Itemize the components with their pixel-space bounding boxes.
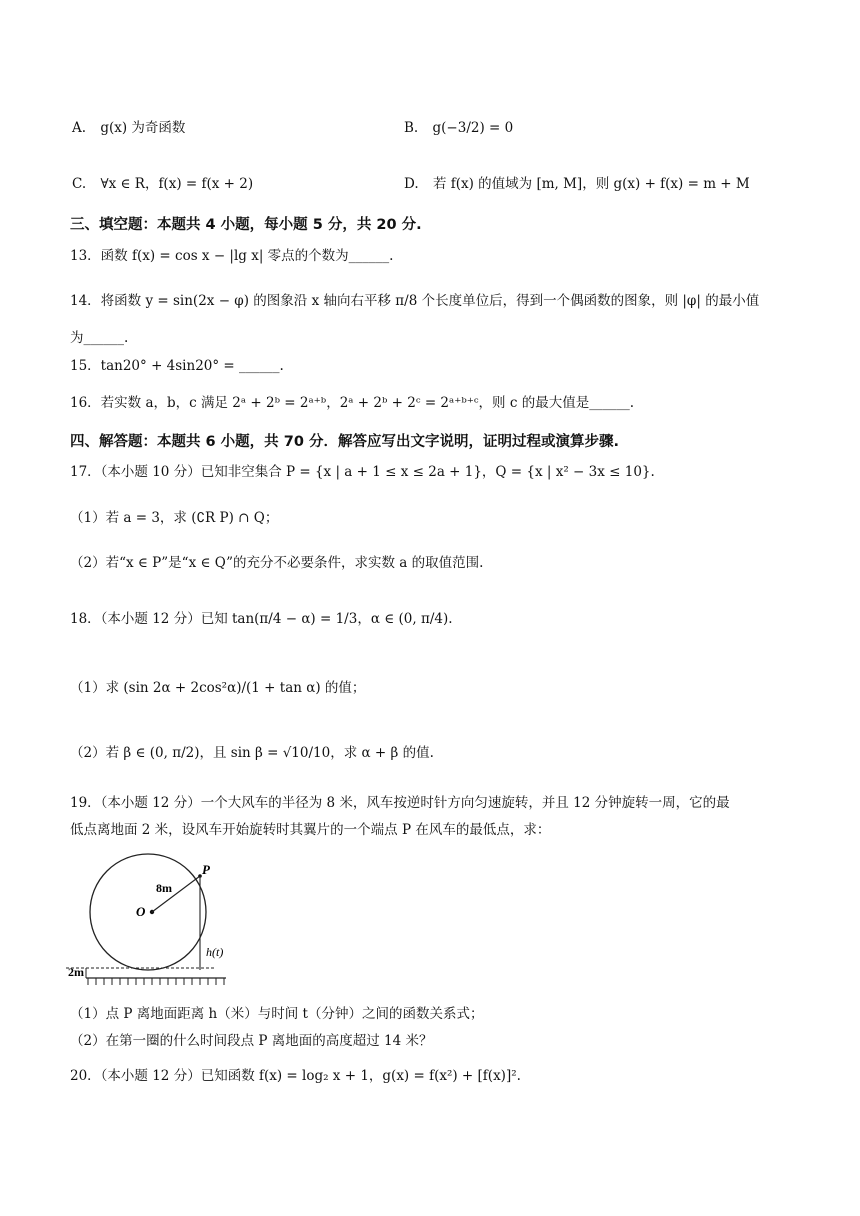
question-18-part-2: （2）若 β ∈ (0, π/2)，且 sin β = √10/10，求 α + β 的值. [70,745,434,761]
option-a [72,120,185,136]
label-p: P [202,862,210,877]
question-17-part-2: （2）若“x ∈ P”是“x ∈ Q”的充分不必要条件，求实数 a 的取值范围. [70,555,484,571]
option-a-text: g(x) 为奇函数 [100,120,186,136]
question-17-stem: 17．（本小题 10 分）已知非空集合 P = {x | a + 1 ≤ x ≤ 2a + 1}，Q = {x | x² − 3x ≤ 10}. [70,464,655,480]
question-19-line-2: 低点离地面 2 米，设风车开始旋转时其翼片的一个端点 P 在风车的最低点，求： [70,822,551,838]
question-14-line-2: 为______. [70,330,129,346]
label-o: O [136,904,146,919]
section-fill-in-heading: 三、填空题：本题共 4 小题，每小题 5 分，共 20 分. [70,217,422,233]
question-18-stem: 18．（本小题 12 分）已知 tan(π/4 − α) = 1/3，α ∈ (0, π/4). [70,611,453,627]
question-19-line-1: 19．（本小题 12 分）一个大风车的半径为 8 米，风车按逆时针方向匀速旋转，并且 12 分钟旋转一周，它的最 [70,795,730,811]
question-14-line-1: 14．将函数 y = sin(2x − φ) 的图象沿 x 轴向右平移 π/8 个长度单位后，得到一个偶函数的图象，则 |φ| 的最小值 [70,293,760,309]
question-15: 15．tan20° + 4sin20° = ______. [70,358,284,374]
label-height: h(t) [206,945,224,959]
question-13: 13．函数 f(x) = cos x − |lg x| 零点的个数为______. [70,248,394,264]
option-c [72,176,253,192]
question-16: 16．若实数 a，b，c 满足 2ᵃ + 2ᵇ = 2ᵃ⁺ᵇ，2ᵃ + 2ᵇ + 2ᶜ = 2ᵃ⁺ᵇ⁺ᶜ，则 c 的最大值是______. [70,395,634,411]
windmill-figure [66,852,246,994]
option-a-label: A. [72,120,87,136]
section-answer-heading: 四、解答题：本题共 6 小题，共 70 分．解答应写出文字说明，证明过程或演算步骤. [70,434,619,450]
option-d [404,176,750,192]
label-radius: 8m [156,881,172,895]
option-c-label: C. [72,176,87,192]
ground-hatching [88,978,224,985]
question-20-stem: 20．（本小题 12 分）已知函数 f(x) = log₂ x + 1，g(x) = f(x²) + [f(x)]². [70,1068,521,1084]
option-b [404,120,513,136]
option-b-label: B. [404,120,419,136]
option-d-text: 若 f(x) 的值域为 [m, M]，则 g(x) + f(x) = m + M [432,176,750,192]
option-d-label: D. [404,176,419,192]
option-b-text: g(−3/2) = 0 [432,120,514,136]
question-19-part-2: （2）在第一圈的什么时间段点 P 离地面的高度超过 14 米？ [70,1033,433,1049]
question-19-part-1: （1）点 P 离地面距离 h（米）与时间 t（分钟）之间的函数关系式； [70,1006,484,1022]
question-17-part-1: （1）若 a = 3，求 (∁R P) ∩ Q； [70,510,279,526]
label-ground-height: 2m [68,965,84,979]
option-c-text: ∀x ∈ R，f(x) = f(x + 2) [100,176,254,192]
question-18-part-1: （1）求 (sin 2α + 2cos²α)/(1 + tan α) 的值； [70,680,366,696]
windmill-circle [90,854,206,970]
